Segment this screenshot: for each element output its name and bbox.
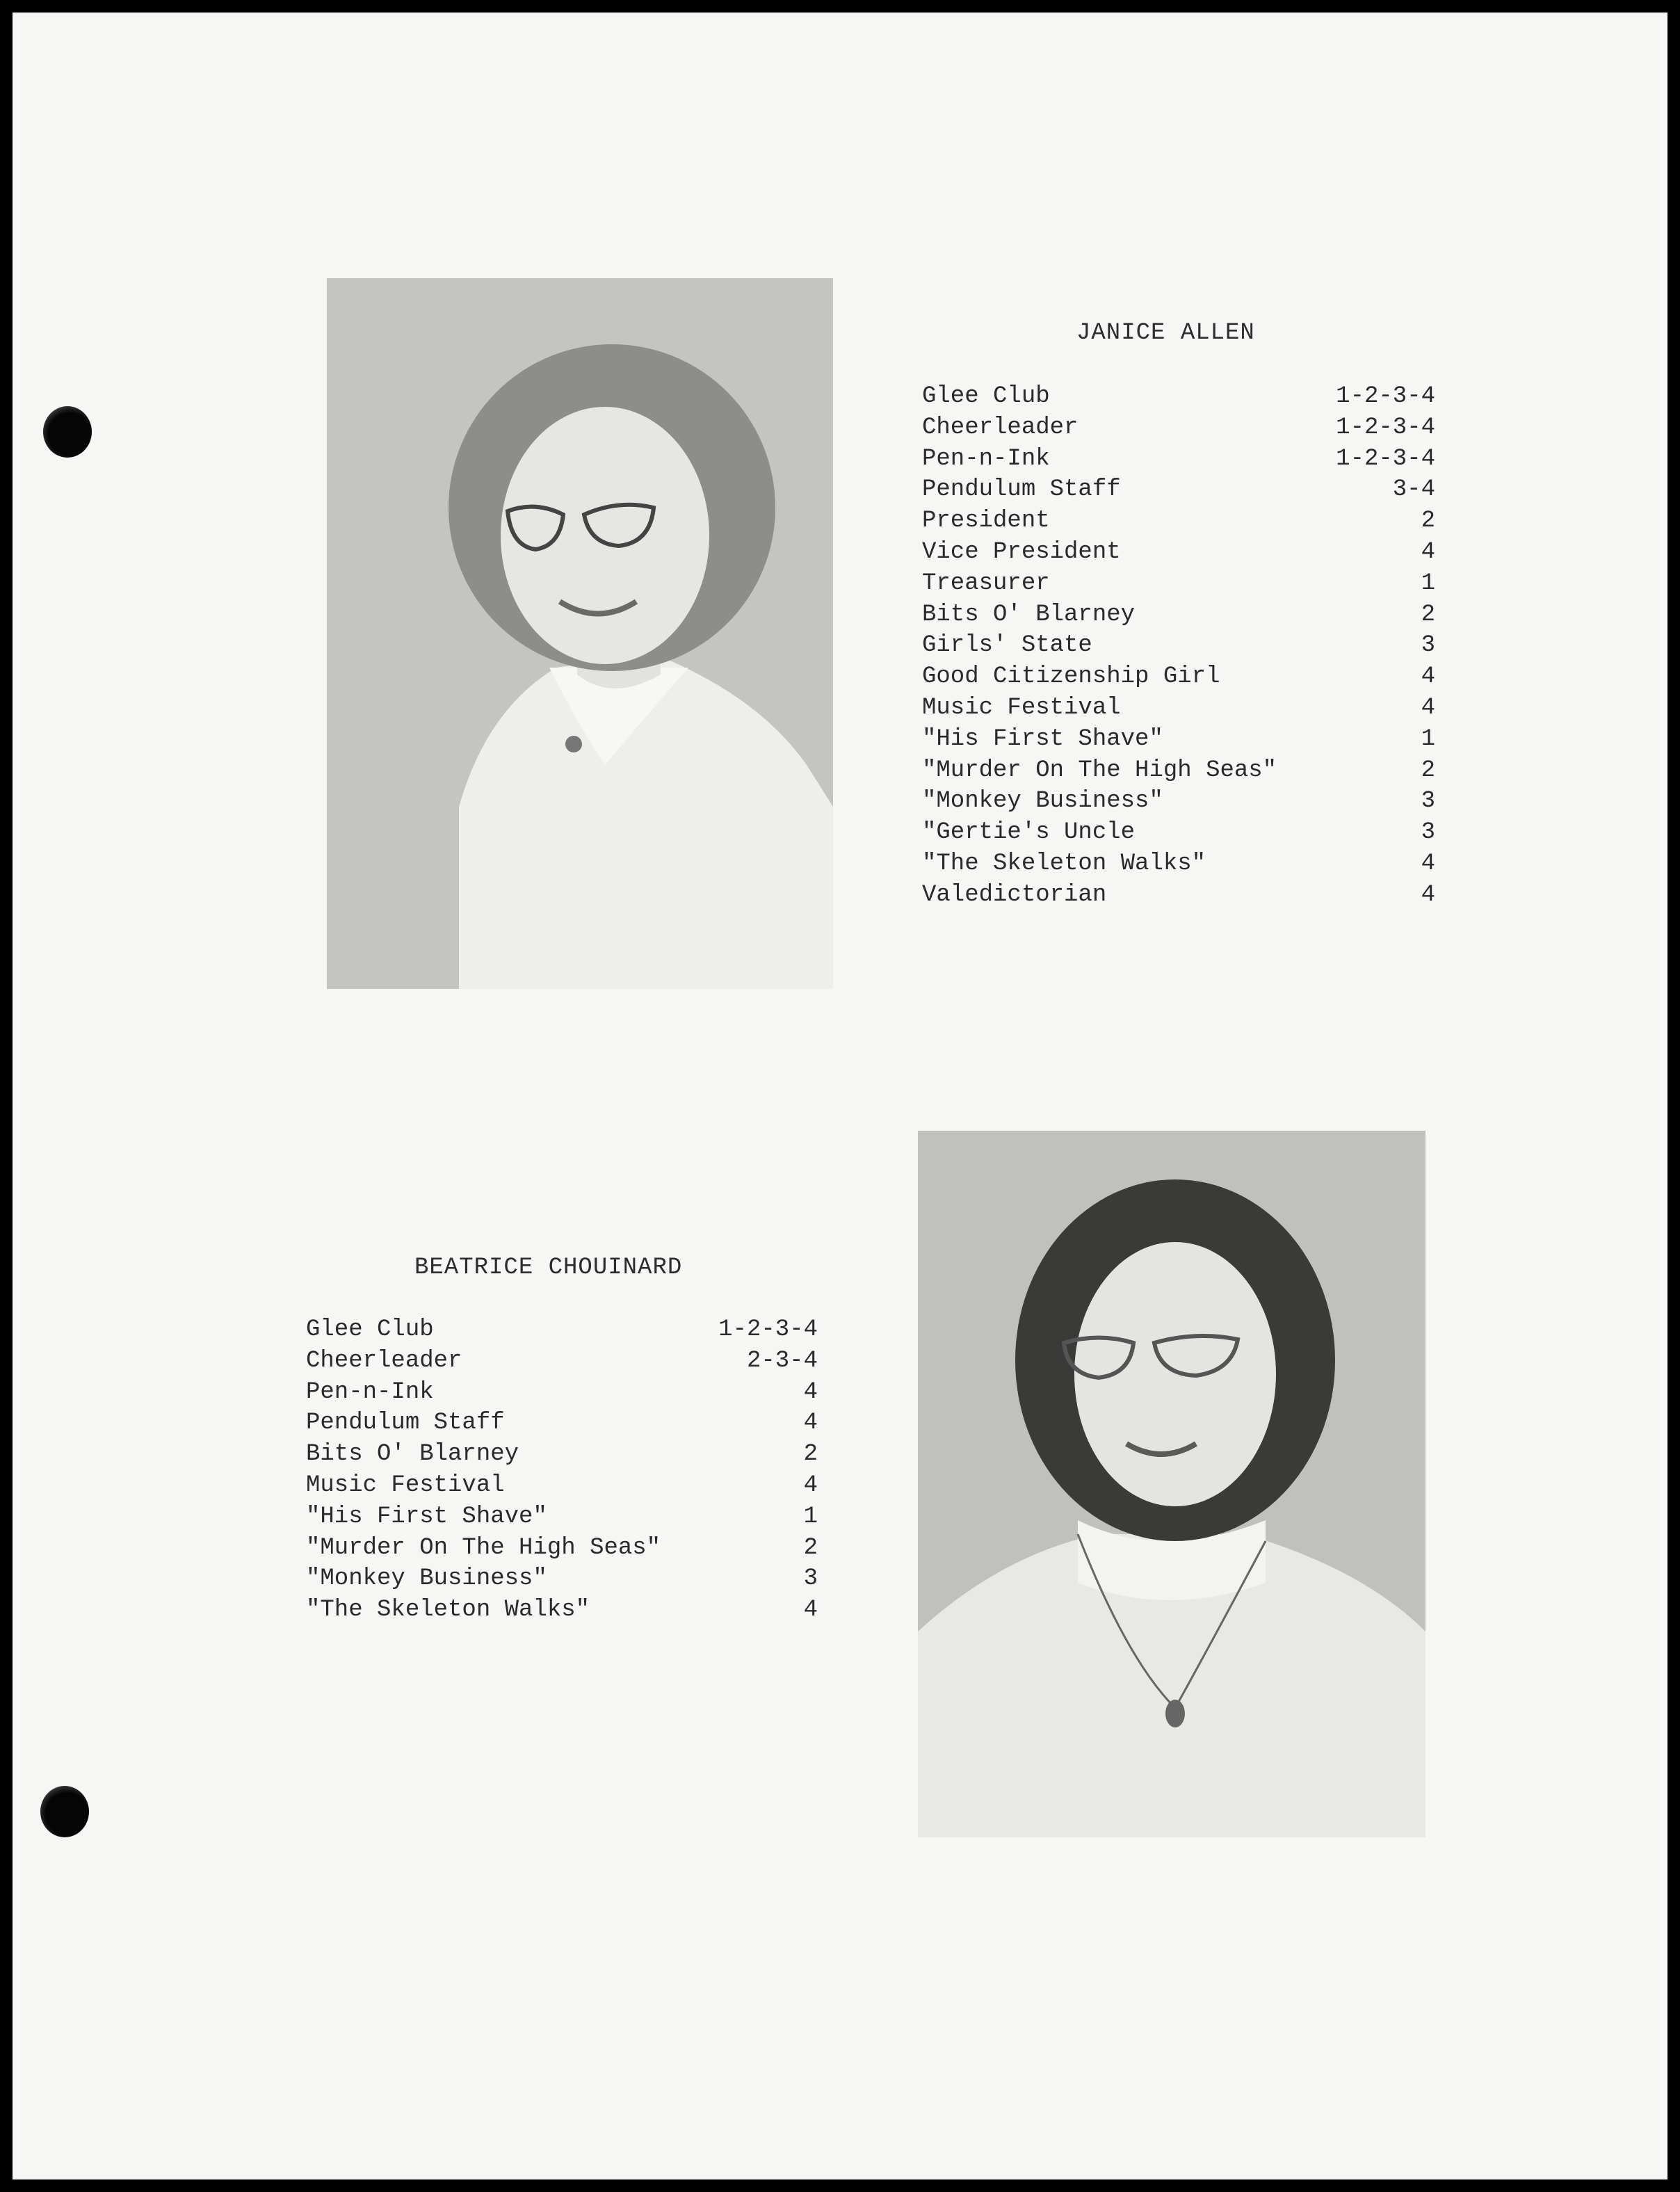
activity-row — [306, 1377, 818, 1408]
activity-years: 1-2-3-4 — [718, 1316, 818, 1343]
activity-label: Pendulum Staff — [922, 476, 1121, 503]
activity-label: Good Citizenship Girl — [922, 663, 1220, 691]
activity-years: 2 — [803, 1441, 818, 1468]
activity-years: 1 — [1421, 570, 1435, 597]
activity-label: Cheerleader — [922, 414, 1079, 441]
activity-years: 1-2-3-4 — [1336, 414, 1435, 441]
activity-label: "Monkey Business" — [306, 1565, 547, 1593]
activity-row — [922, 506, 1435, 537]
activity-label: Pendulum Staff — [306, 1410, 505, 1437]
activity-label: Girls' State — [922, 632, 1092, 659]
student-name: BEATRICE CHOUINARD — [414, 1255, 683, 1281]
activity-label: Bits O' Blarney — [922, 601, 1136, 628]
activity-label: Treasurer — [922, 570, 1050, 597]
binder-hole-bottom — [40, 1786, 89, 1837]
activity-label: "His First Shave" — [306, 1503, 547, 1530]
activity-row — [922, 817, 1435, 848]
activity-years: 2 — [1421, 757, 1435, 784]
activity-row — [922, 880, 1435, 911]
activity-row — [306, 1563, 818, 1595]
activity-years: 1 — [1421, 725, 1435, 752]
activity-label: President — [922, 508, 1050, 535]
activity-years: 4 — [803, 1410, 818, 1437]
activity-label: "The Skeleton Walks" — [922, 850, 1206, 877]
activity-years: 4 — [803, 1378, 818, 1405]
activity-row — [922, 537, 1435, 568]
activity-row — [306, 1501, 818, 1533]
binder-hole-top — [43, 406, 92, 458]
portrait-photo-janice-allen — [327, 278, 833, 989]
activity-label: Glee Club — [922, 383, 1050, 410]
activity-row — [306, 1346, 818, 1377]
activity-years: 4 — [1421, 881, 1435, 908]
activity-row — [922, 412, 1435, 444]
activity-row — [306, 1314, 818, 1346]
activity-row — [306, 1595, 818, 1626]
activity-label: Pen-n-Ink — [306, 1378, 434, 1405]
activity-row — [922, 661, 1435, 693]
activity-years: 3 — [1421, 819, 1435, 846]
activity-years: 3-4 — [1392, 476, 1435, 503]
activity-row — [306, 1470, 818, 1501]
activity-row — [306, 1408, 818, 1439]
activity-row — [922, 599, 1435, 631]
activity-years: 1-2-3-4 — [1336, 383, 1435, 410]
activity-label: "His First Shave" — [922, 725, 1163, 752]
activity-label: Glee Club — [306, 1316, 434, 1343]
activity-label: Music Festival — [306, 1472, 505, 1499]
activity-label: Valedictorian — [922, 881, 1107, 908]
activity-years: 1-2-3-4 — [1336, 445, 1435, 472]
activity-years: 3 — [1421, 632, 1435, 659]
activity-label: "Murder On The High Seas" — [306, 1534, 661, 1561]
activity-years: 4 — [1421, 663, 1435, 691]
activity-row — [922, 630, 1435, 661]
yearbook-page — [13, 13, 1667, 2179]
activity-label: "Monkey Business" — [922, 788, 1163, 815]
activity-label: Vice President — [922, 538, 1121, 565]
activity-label: "Murder On The High Seas" — [922, 757, 1277, 784]
activity-label: Cheerleader — [306, 1347, 462, 1374]
activity-label: Bits O' Blarney — [306, 1441, 519, 1468]
student-name: JANICE ALLEN — [1076, 320, 1255, 346]
activity-years: 3 — [803, 1565, 818, 1593]
activity-label: Music Festival — [922, 694, 1121, 721]
activity-years: 2 — [1421, 601, 1435, 628]
activities-list — [922, 381, 1435, 911]
activity-years: 4 — [803, 1472, 818, 1499]
activity-years: 4 — [1421, 538, 1435, 565]
activity-row — [922, 724, 1435, 755]
activity-years: 2 — [803, 1534, 818, 1561]
activity-row — [922, 693, 1435, 724]
activity-years: 4 — [1421, 694, 1435, 721]
activity-row — [306, 1533, 818, 1564]
activity-row — [922, 786, 1435, 817]
activity-years: 1 — [803, 1503, 818, 1530]
activity-years: 4 — [1421, 850, 1435, 877]
activities-list — [306, 1314, 818, 1626]
activity-years: 3 — [1421, 788, 1435, 815]
activity-label: "Gertie's Uncle — [922, 819, 1136, 846]
activity-label: Pen-n-Ink — [922, 445, 1050, 472]
activity-row — [922, 474, 1435, 506]
activity-years: 2-3-4 — [746, 1347, 818, 1374]
activity-years: 2 — [1421, 508, 1435, 535]
activity-row — [922, 755, 1435, 787]
activity-years: 4 — [803, 1597, 818, 1624]
portrait-photo-beatrice-chouinard — [918, 1131, 1425, 1837]
activity-row — [922, 848, 1435, 880]
activity-row — [922, 568, 1435, 599]
activity-row — [922, 381, 1435, 412]
activity-row — [306, 1439, 818, 1470]
activity-row — [922, 444, 1435, 475]
activity-label: "The Skeleton Walks" — [306, 1597, 590, 1624]
